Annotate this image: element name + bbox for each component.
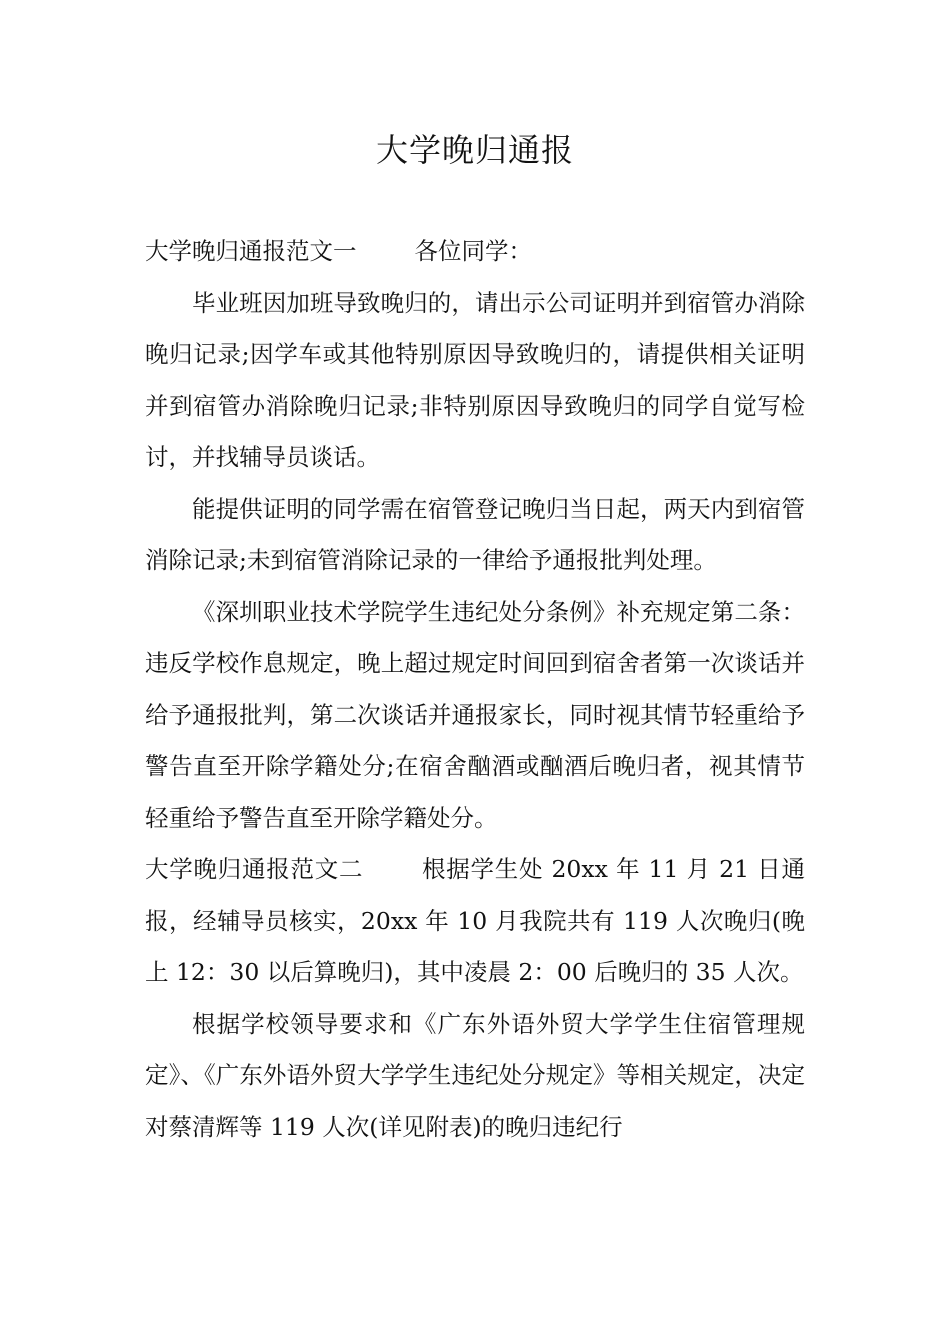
document-body bbox=[145, 226, 805, 1153]
paragraph-4: 《深圳职业技术学院学生违纪处分条例》补充规定第二条：违反学校作息规定，晚上超过规定时间回到宿舍者第一次谈话并给予通报批判，第二次谈话并通报家长，同时视其情节轻重给予警告直至开除学籍处分;在宿舍酗酒或酗酒后晚归者，视其情节轻重给予警告直至开除学籍处分。 bbox=[145, 597, 805, 832]
paragraph-5 bbox=[145, 844, 805, 999]
paragraph-2: 毕业班因加班导致晚归的，请出示公司证明并到宿管办消除晚归记录;因学车或其他特别原因导致晚归的，请提供相关证明并到宿管办消除晚归记录;非特别原因导致晚归的同学自觉写检讨，并找辅导员谈话。 bbox=[145, 288, 805, 471]
section-heading-2: 大学晚归通报范文二 bbox=[145, 855, 364, 883]
section-heading-1: 大学晚归通报范文一 bbox=[145, 237, 357, 265]
paragraph-5-text: 根据学生处 20xx 年 11 月 21 日通报，经辅导员核实，20xx 年 10 月我院共有 119 人次晚归(晚上 12：30 以后算晚归)，其中凌晨 2：00 后晚归的 35 人次。 bbox=[145, 855, 805, 986]
document-title: 大学晚归通报 bbox=[375, 131, 574, 169]
paragraph-6: 根据学校领导要求和《广东外语外贸大学学生住宿管理规定》、《广东外语外贸大学学生违纪处分规定》等相关规定，决定对蔡清辉等 119 人次(详见附表)的晚归违纪行 bbox=[145, 1009, 805, 1141]
paragraph-3: 能提供证明的同学需在宿管登记晚归当日起，两天内到宿管消除记录;未到宿管消除记录的一律给予通报批判处理。 bbox=[145, 494, 805, 574]
salutation: 各位同学： bbox=[414, 237, 532, 265]
paragraph-1 bbox=[145, 226, 805, 278]
